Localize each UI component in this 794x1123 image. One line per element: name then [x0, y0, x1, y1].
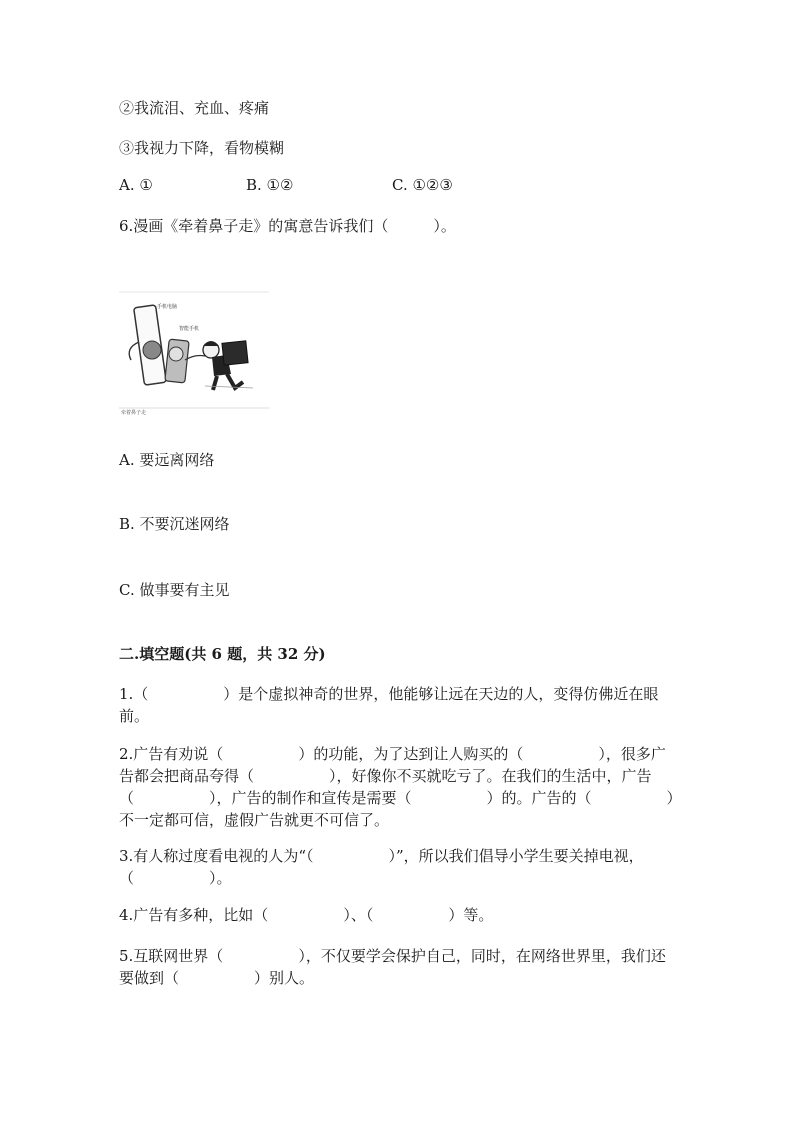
- q6-question: 6.漫画《牵着鼻子走》的寓意告诉我们（ ）。: [119, 217, 456, 235]
- fill-question-3: 3.有人称过度看电视的人为“（ ）”，所以我们倡导小学生要关掉电视，（ ）。: [119, 847, 644, 887]
- fill-question-5: 5.互联网世界（ ），不仅要学会保护自己，同时，在网络世界里，我们还要做到（ ）别人。: [119, 947, 666, 987]
- cartoon-caption: 牵着鼻子走: [121, 410, 147, 416]
- q5-option-b: B. ①②: [246, 176, 294, 194]
- q5-option-c: C. ①②③: [392, 176, 453, 194]
- q5-options: [119, 176, 519, 196]
- fill-question-1: 1.（ ）是个虚拟神奇的世界，他能够让远在天边的人，变得仿佛近在眼前。: [119, 685, 659, 725]
- q6-option-c: C. 做事要有主见: [119, 581, 230, 599]
- cartoon-sign-left: 手机电脑: [157, 304, 178, 310]
- q5-item-2: ②我流泪、充血、疼痛: [119, 99, 270, 117]
- fill-question-4: 4.广告有多种，比如（ ）、（ ）等。: [119, 906, 494, 924]
- cartoon-sign-right: 智能手机: [179, 326, 200, 332]
- q6-option-a: A. 要远离网络: [119, 451, 215, 469]
- q5-item-3: ③我视力下降，看物模糊: [119, 139, 285, 157]
- cartoon-image: [119, 290, 271, 416]
- q6-option-b: B. 不要沉迷网络: [119, 515, 230, 533]
- fill-question-2: 2.广告有劝说（ ）的功能，为了达到让人购买的（ ），很多广告都会把商品夸得（ ），好像你不买就吃亏了。在我们的生活中，广告（ ），广告的制作和宣传是需要（ ）的。广告的（ ）不一定都可信，虚假广告就更不可信了。: [119, 745, 675, 829]
- section-title: 二.填空题(共 6 题，共 32 分): [119, 645, 326, 663]
- q5-option-a: A. ①: [119, 176, 153, 194]
